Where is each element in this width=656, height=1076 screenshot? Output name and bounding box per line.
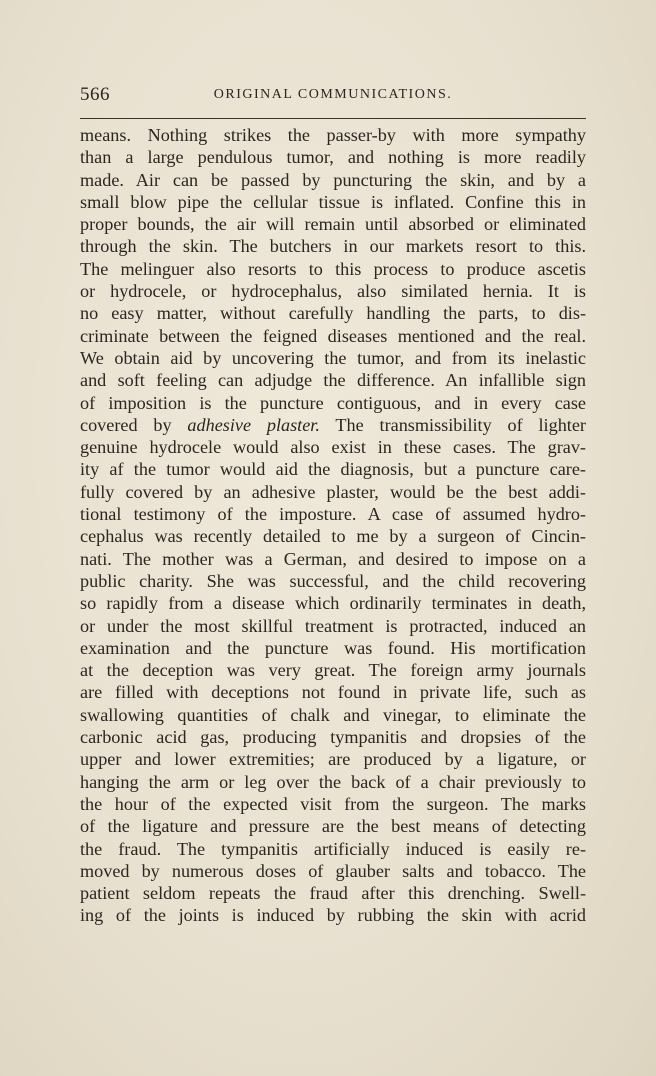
text-line: genuine hydrocele would also exist in these cases. The grav-	[80, 437, 586, 458]
text-line: small blow pipe the cellular tissue is inflated. Confine this in	[80, 191, 586, 212]
text-line: criminate between the feigned diseases mentioned and the real.	[80, 325, 586, 346]
text-line: We obtain aid by uncovering the tumor, and from its inelastic	[80, 347, 586, 368]
text-line: through the skin. The butchers in our markets resort to this.	[80, 236, 586, 257]
text-line: The melinguer also resorts to this process to produce ascetis	[80, 258, 586, 279]
text-line: hanging the arm or leg over the back of a chair previously to	[80, 771, 586, 792]
text-line: no easy matter, without carefully handling the parts, to dis-	[80, 303, 586, 324]
text-line: than a large pendulous tumor, and nothing is more readily	[80, 147, 586, 168]
text-line: moved by numerous doses of glauber salts and tobacco. The	[80, 860, 586, 881]
text-line: of the ligature and pressure are the best means of detecting	[80, 816, 586, 837]
text-line: the hour of the expected visit from the surgeon. The marks	[80, 793, 586, 814]
text-line: the fraud. The tympanitis artificially induced is easily re-	[80, 838, 586, 859]
text-line: public charity. She was successful, and the child recovering	[80, 570, 586, 591]
text-line: at the deception was very great. The foreign army journals	[80, 660, 586, 681]
text-line: patient seldom repeats the fraud after this drenching. Swell-	[80, 883, 586, 904]
text-line: means. Nothing strikes the passer-by with more sympathy	[80, 125, 586, 145]
page-number: 566	[80, 84, 110, 105]
text-line: ing of the joints is induced by rubbing the skin with acrid	[80, 905, 586, 926]
text-segment: covered by	[80, 414, 188, 435]
text-line: tional testimony of the imposture. A case of assumed hydro-	[80, 504, 586, 525]
text-line: ity af the tumor would aid the diagnosis, but a puncture care-	[80, 459, 586, 480]
text-line: carbonic acid gas, producing tympanitis and dropsies of the	[80, 727, 586, 748]
text-line: of imposition is the puncture contiguous, and in every case	[80, 392, 586, 413]
text-line: proper bounds, the air will remain until absorbed or eliminated	[80, 214, 586, 235]
text-line: examination and the puncture was found. His mortification	[80, 637, 586, 658]
page-header	[80, 84, 586, 110]
text-line: so rapidly from a disease which ordinarily terminates in death,	[80, 593, 586, 614]
text-line: and soft feeling can adjudge the difference. An infallible sign	[80, 370, 586, 391]
text-line: made. Air can be passed by puncturing the skin, and by a	[80, 169, 586, 190]
text-line: swallowing quantities of chalk and vinegar, to eliminate the	[80, 704, 586, 725]
text-line: upper and lower extremities; are produced by a ligature, or	[80, 749, 586, 770]
text-line: are filled with deceptions not found in private life, such as	[80, 682, 586, 703]
text-line: nati. The mother was a German, and desired to impose on a	[80, 548, 586, 569]
body-text	[80, 124, 586, 927]
text-line: cephalus was recently detailed to me by a surgeon of Cincin-	[80, 526, 586, 547]
text-line: or under the most skillful treatment is protracted, induced an	[80, 615, 586, 636]
italic-phrase: adhesive plaster.	[187, 414, 320, 435]
running-head: ORIGINAL COMMUNICATIONS.	[213, 87, 453, 102]
text-line-mixed	[80, 414, 586, 436]
text-segment: The transmissibility of lighter	[319, 414, 586, 435]
text-line: or hydrocele, or hydrocephalus, also similated hernia. It is	[80, 281, 586, 302]
header-rule	[80, 118, 586, 119]
text-line: fully covered by an adhesive plaster, would be the best addi-	[80, 481, 586, 502]
